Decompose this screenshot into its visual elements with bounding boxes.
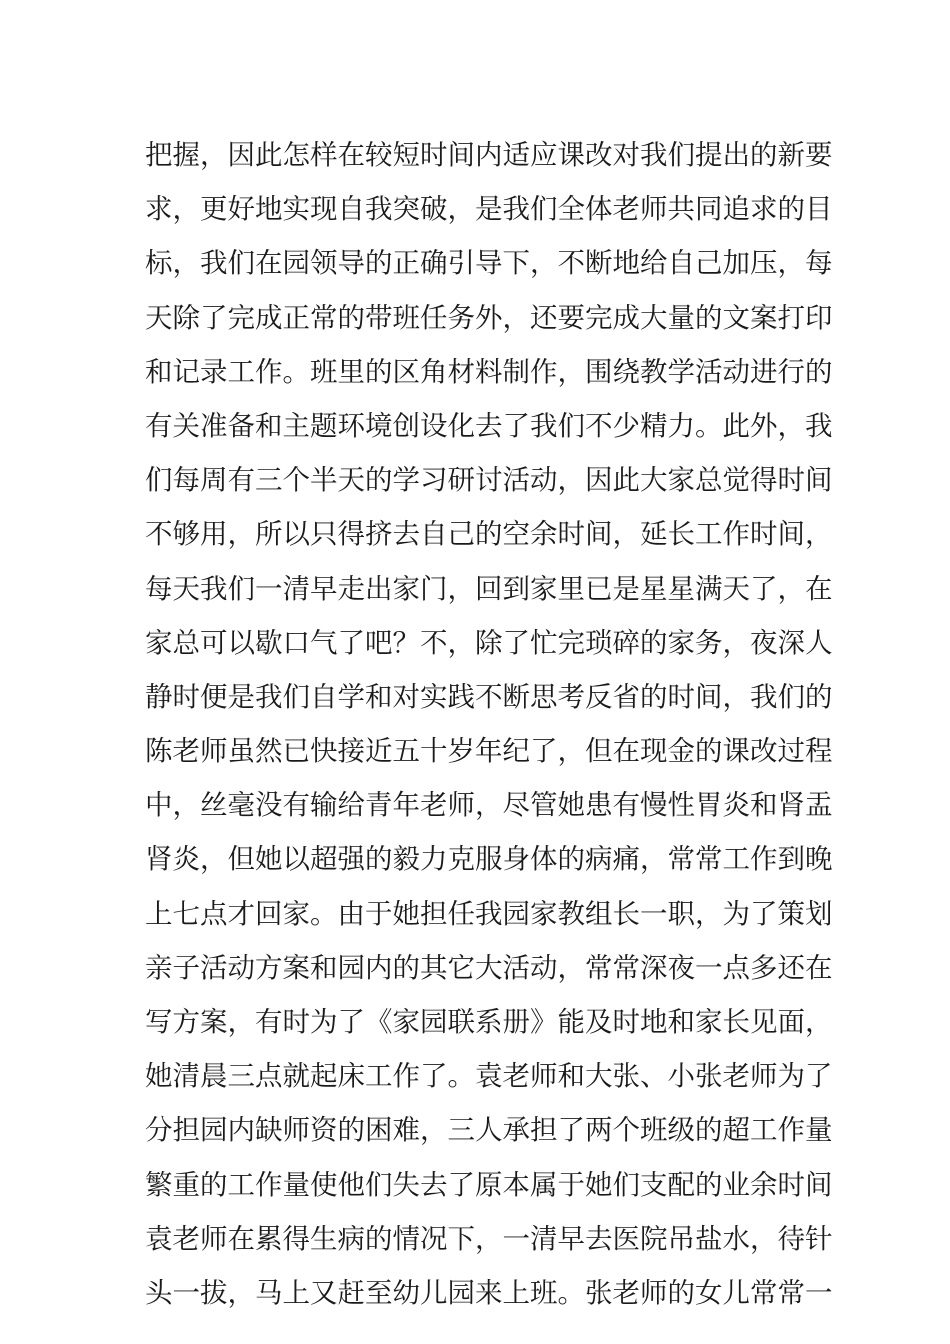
text-line-4: 天除了完成正常的带班任务外，还要完成大量的文案打印 [145, 301, 833, 334]
text-line-10: 家总可以歇口气了吧？不，除了忙完琐碎的家务，夜深人 [145, 626, 833, 659]
text-line-2: 求，更好地实现自我突破，是我们全体老师共同追求的目 [145, 193, 833, 226]
text-line-16: 亲子活动方案和园内的其它大活动，常常深夜一点多还在 [145, 951, 833, 984]
text-line-12: 陈老师虽然已快接近五十岁年纪了，但在现金的课改过程 [145, 735, 833, 768]
text-line-13: 中，丝毫没有输给青年老师，尽管她患有慢性胃炎和肾盂 [145, 789, 833, 822]
text-line-17: 写方案，有时为了《家园联系册》能及时地和家长见面， [145, 1006, 833, 1038]
text-line-7: 们每周有三个半天的学习研讨活动，因此大家总觉得时间 [145, 464, 833, 497]
text-line-22: 头一拔，马上又赶至幼儿园来上班。张老师的女儿常常一 [145, 1276, 833, 1309]
body-paragraph [145, 128, 833, 1320]
text-line-6: 有关准备和主题环境创设化去了我们不少精力。此外，我 [145, 409, 833, 442]
text-line-14: 肾炎，但她以超强的毅力克服身体的病痛，常常工作到晚 [145, 843, 833, 876]
text-line-9: 每天我们一清早走出家门，回到家里已是星星满天了，在 [145, 572, 833, 605]
text-line-8: 不够用，所以只得挤去自己的空余时间，延长工作时间， [145, 518, 833, 551]
text-line-18: 她清晨三点就起床工作了。袁老师和大张、小张老师为了 [145, 1060, 833, 1093]
text-line-5: 和记录工作。班里的区角材料制作，围绕教学活动进行的 [145, 355, 833, 388]
text-line-1: 把握，因此怎样在较短时间内适应课改对我们提出的新要 [145, 139, 833, 171]
text-line-15: 上七点才回家。由于她担任我园家教组长一职，为了策划 [145, 897, 833, 930]
text-line-3: 标，我们在园领导的正确引导下，不断地给自己加压，每 [145, 247, 833, 280]
text-line-21: 袁老师在累得生病的情况下，一清早去医院吊盐水，待针 [145, 1222, 833, 1255]
text-line-11: 静时便是我们自学和对实践不断思考反省的时间，我们的 [145, 680, 833, 713]
text-line-19: 分担园内缺师资的困难，三人承担了两个班级的超工作量 [145, 1114, 833, 1147]
text-line-20: 繁重的工作量使他们失去了原本属于她们支配的业余时间 [145, 1168, 833, 1201]
